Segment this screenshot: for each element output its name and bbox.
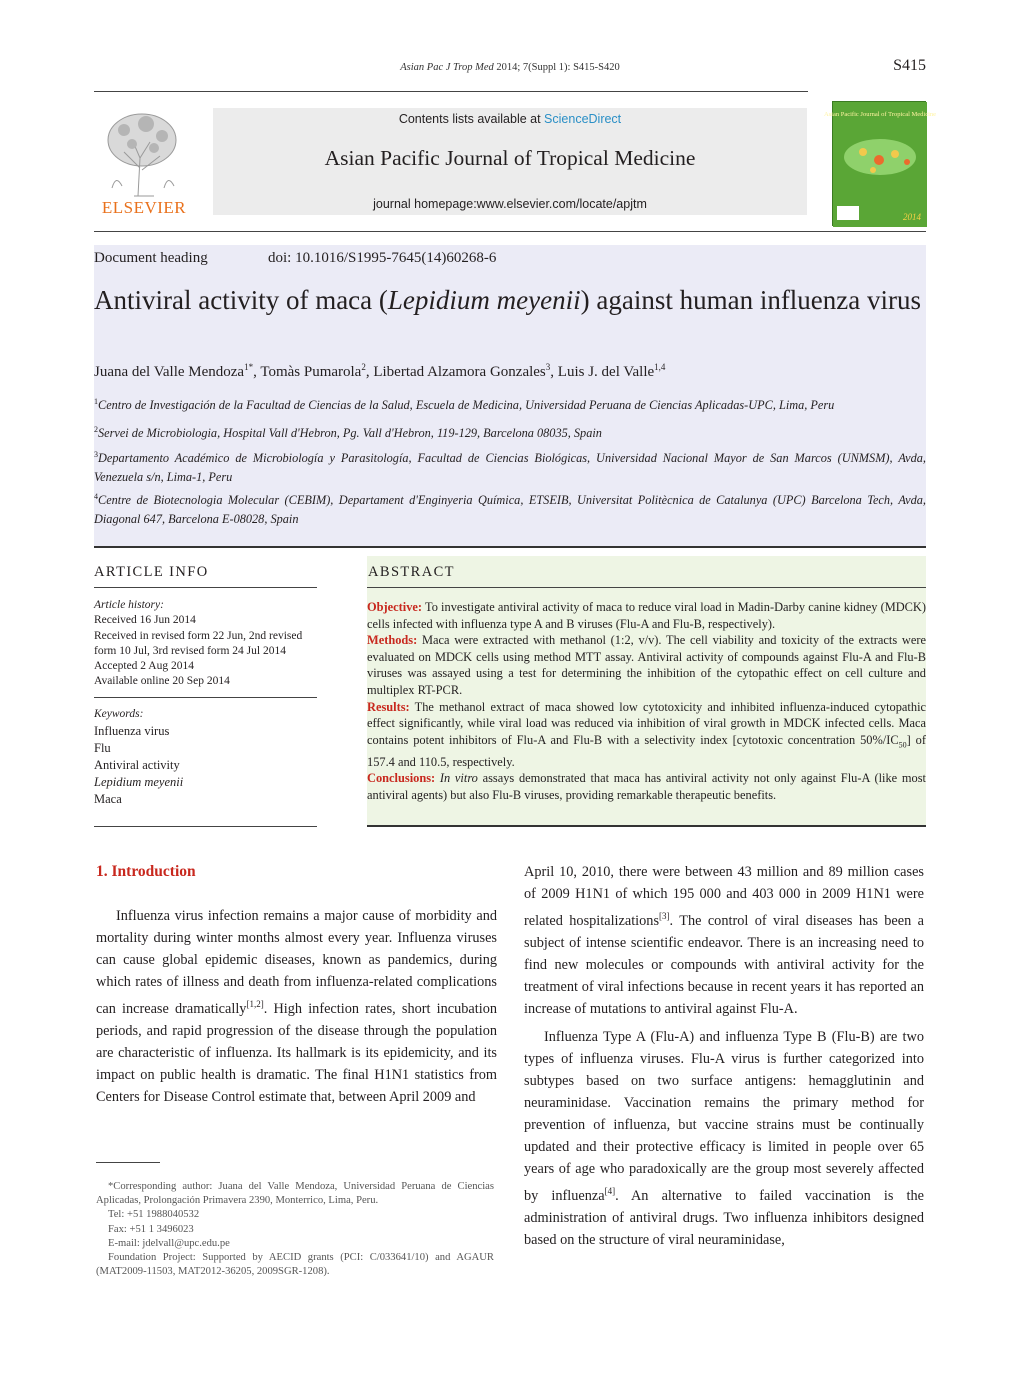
history-label: Article history: xyxy=(94,599,164,611)
methods-text: Maca were extracted with methanol (1:2, v/v). The cell viability and toxicity of the extracts were evaluated on MDCK cells using method MTT assay. Antiviral activity of compounds against Flu-A and Flu-B viruses was assayed using a test for determining the inhibition of the cytopathic effect on cell culture and multiplex RT-PCR. xyxy=(367,633,926,697)
results-text: The methanol extract of maca showed low cytotoxicity and inhibited influenza-induced cytopathic effect significantly, while viral load was reduced via inhibition of viral growth in MDCK infected cells. Maca contains potent inhibitors of Flu-A and Flu-B with a selectivity index [cytotoxic concentration 50%/IC xyxy=(367,699,927,747)
funding: Foundation Project: Supported by AECID grants (PCI: C/033641/10) and AGAUR (MAT2009-11503, MAT2012-36205, 2009SGR-1208). xyxy=(96,1252,494,1278)
paragraph-text: . The control of viral diseases has been a subject of intense scientific endeavor. There is an increasing need to find new molecules or compounds with antiviral activity for the treatment of viral infections because in recent years it has reported an increase of mutations to antiviral against Flu-A. xyxy=(524,912,924,1017)
article-title xyxy=(94,283,926,317)
keyword: Antiviral activity xyxy=(94,758,180,772)
results-text: ] of 157.4 and 110.5, respectively. xyxy=(367,732,926,769)
author-sup: 1,4 xyxy=(654,362,666,372)
corresponding-author: *Corresponding author: Juana del Valle Mendoza, Universidad Peruana de Ciencias Aplicadas, Prolongación Primavera 2390, Monterrico, Lima, Peru. xyxy=(96,1181,494,1207)
conclusions-label: Conclusions: xyxy=(367,771,436,786)
body-column-right xyxy=(524,861,924,1251)
keyword: Influenza virus xyxy=(94,724,170,738)
paragraph-text: Influenza Type A (Flu-A) and influenza Type B (Flu-B) are two types of influenza viruses. Flu-A virus is further categorized into subtypes based on two surface antigens: hemagglutinin and neuraminidase. Vaccination remains the primary method for prevention of influenza, but vaccine strains must be continually updated and their protective efficacy is limited in people over 65 years of age who paradoxically are the group most severely affected by influenza xyxy=(524,1028,924,1204)
journal-abbrev: Asian Pac J Trop Med xyxy=(400,62,494,73)
divider xyxy=(367,825,926,827)
article-history xyxy=(94,598,317,690)
title-part: Antiviral activity of maca ( xyxy=(94,285,388,315)
author[interactable]: Luis J. del Valle xyxy=(557,364,655,380)
affiliation xyxy=(94,420,926,443)
cover-title: Asian Pacific Journal of Tropical Medicine xyxy=(823,111,937,118)
affiliation xyxy=(94,445,926,487)
article-info-heading: ARTICLE INFO xyxy=(94,564,209,580)
history-item: Accepted 2 Aug 2014 xyxy=(94,660,194,673)
affiliation-text: Servei de Microbiologia, Hospital Vall d'Hebron, Pg. Vall d'Hebron, 119-129, Barcelona 08035, Spain xyxy=(98,426,602,441)
citation-ref[interactable]: [4] xyxy=(604,1185,616,1196)
author-sup: 2 xyxy=(361,362,366,372)
header-rule xyxy=(94,91,808,92)
author[interactable]: Juana del Valle Mendoza xyxy=(94,364,245,380)
doi[interactable]: doi: 10.1016/S1995-7645(14)60268-6 xyxy=(268,250,497,266)
citation: 2014; 7(Suppl 1): S415-S420 xyxy=(496,62,620,73)
history-item: Available online 20 Sep 2014 xyxy=(94,675,230,688)
section-title: 1. Introduction xyxy=(96,863,196,880)
divider xyxy=(94,826,317,827)
affiliation-num: 4 xyxy=(94,492,98,501)
divider xyxy=(94,587,317,588)
affiliation-num: 3 xyxy=(94,450,98,459)
footnotes xyxy=(96,1180,494,1279)
journal-homepage[interactable]: journal homepage:www.elsevier.com/locate/apjtm xyxy=(373,197,647,211)
title-part: ) against human influenza virus xyxy=(580,285,922,315)
document-heading: Document heading xyxy=(94,250,208,266)
sciencedirect-link[interactable]: ScienceDirect xyxy=(544,112,622,126)
objective-text: To investigate antiviral activity of maca to reduce viral load in Madin-Darby canine kidney (MDCK) cells infected with influenza type A and B viruses (Flu-A and Flu-B, respectively). xyxy=(367,600,927,631)
paragraph xyxy=(524,1026,924,1251)
author[interactable]: Libertad Alzamora Gonzales xyxy=(373,364,546,380)
paragraph xyxy=(96,905,497,1108)
keywords xyxy=(94,706,317,808)
page-number: S415 xyxy=(893,57,926,74)
history-item: Received 16 Jun 2014 xyxy=(94,614,196,627)
affiliation-text: Centro de Investigación de la Facultad de Ciencias de la Salud, Escuela de Medicina, Universidad Peruana de Ciencias Aplicadas-UPC, Lima, Peru xyxy=(98,398,835,413)
banner-rule xyxy=(94,231,926,232)
affiliation-num: 2 xyxy=(94,425,98,434)
conclusions-italic: In vitro xyxy=(439,771,478,786)
paragraph-text: Influenza virus infection remains a major cause of morbidity and mortality during winter months almost every year. Influenza viruses can cause global epidemic diseases, known as pandemics, during which rates of illness and death from influenza-related complications can increase dramatically xyxy=(96,908,497,1017)
keywords-label: Keywords: xyxy=(94,708,144,720)
journal-title: Asian Pacific Journal of Tropical Medicine xyxy=(324,146,696,170)
author-sup: 3 xyxy=(545,362,551,372)
keyword: Maca xyxy=(94,792,122,806)
affiliation xyxy=(94,392,926,415)
cover-year: 2014 xyxy=(903,212,921,222)
author-sup: 1* xyxy=(244,362,254,372)
affiliation xyxy=(94,487,926,529)
title-rule xyxy=(94,546,926,548)
author[interactable]: Tomàs Pumarola xyxy=(260,364,362,380)
objective-label: Objective: xyxy=(367,600,423,614)
citation-ref[interactable]: [1,2] xyxy=(246,999,264,1009)
methods-label: Methods: xyxy=(367,633,418,648)
divider xyxy=(367,587,926,588)
history-item: Received in revised form 22 Jun, 2nd revised form 10 Jul, 3rd revised form 24 Jul 2014 xyxy=(94,629,303,657)
fax: Fax: +51 1 3496023 xyxy=(108,1223,194,1235)
affiliation-text: Departamento Académico de Microbiología y Parasitología, Facultad de Ciencias Biológicas, Universidad Nacional Mayor de San Marcos (UNMSM), Avda, Venezuela s/n, Lima-1, Peru xyxy=(94,451,926,485)
cover-art xyxy=(823,102,937,227)
abstract-text xyxy=(367,599,926,804)
paragraph-text: April 10, 2010, there were between 43 million and 89 million cases of 2009 H1N1 of which 195 000 and 403 000 in 2009 H1N1 were related hospitalizations xyxy=(524,864,924,929)
journal-cover xyxy=(823,101,937,226)
keyword: Flu xyxy=(94,741,111,755)
telephone: Tel: +51 1988040532 xyxy=(108,1209,200,1221)
results-subscript: 50 xyxy=(898,740,907,750)
divider xyxy=(94,697,317,698)
affiliation-num: 1 xyxy=(94,397,98,406)
paragraph xyxy=(524,861,924,1020)
citation-ref[interactable]: [3] xyxy=(659,911,670,921)
email[interactable]: E-mail: jdelvall@upc.edu.pe xyxy=(108,1237,230,1249)
conclusions-text: assays demonstrated that maca has antiviral activity not only against Flu-A (like most antiviral agents) but also Flu-B viruses, providing remarkable therapeutic benefits. xyxy=(367,771,926,802)
title-species: Lepidium meyenii xyxy=(387,285,581,315)
results-label: Results: xyxy=(367,699,410,714)
footnote-rule xyxy=(96,1162,160,1163)
paragraph-text: . An alternative to failed vaccination is the administration of antiviral drugs. Two influenza inhibitors designed based on the structure of viral neuraminidase, xyxy=(524,1187,924,1248)
body-column-left xyxy=(96,905,497,1108)
affiliation-text: Centre de Biotecnologia Molecular (CEBIM), Departament d'Enginyeria Química, ETSEIB, Universitat Politècnica de Catalunya (UPC) Barcelona Tech, Avda, Diagonal 647, Barcelona E-08028, Spain xyxy=(94,493,926,527)
paragraph-text: . High infection rates, short incubation periods, and rapid progression of the disease through the population are characteristic of influenza. Its hallmark is its epidemicity, and its impact on public health is dramatic. The final H1N1 statistics from Centers for Disease Control estimate that, between April 2009 and xyxy=(96,1000,498,1105)
running-head xyxy=(0,62,1020,73)
contents-prefix: Contents lists available at xyxy=(398,112,545,126)
abstract-heading: ABSTRACT xyxy=(368,564,455,580)
elsevier-wordmark: ELSEVIER xyxy=(101,198,187,217)
contents-available xyxy=(213,112,807,126)
author-list: Juana del Valle Mendoza$^{1*}$, Tomàs Pumarola$^2$, Libertad Alzamora Gonzales$^3$, Luis J. del Valle$^{1,4}$ xyxy=(94,362,666,380)
keyword: Lepidium meyenii xyxy=(94,775,184,789)
